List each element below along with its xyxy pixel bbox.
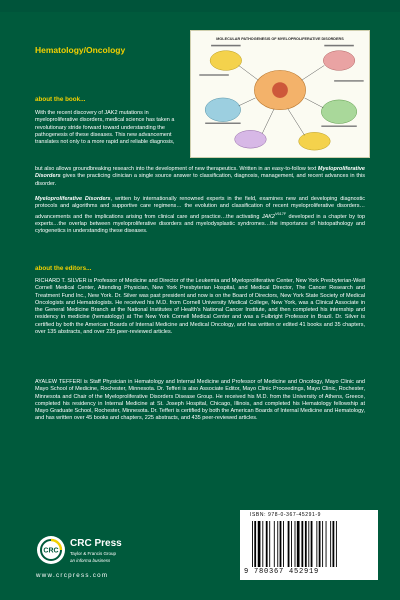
fig-node-1 — [210, 51, 242, 71]
p1-text-a: but also allows groundbreaking research into the development of new therapeutics. Written in an easy-to-follow text — [35, 166, 318, 172]
barcode-digits: 9 780367 452919 — [244, 568, 320, 576]
barcode-bar — [305, 521, 307, 567]
fig-node-4 — [205, 98, 240, 122]
about-editors-heading: about the editors... — [35, 265, 92, 272]
pathogenesis-diagram — [191, 31, 369, 157]
barcode-bar — [258, 521, 261, 567]
gene-name: JAK2 — [261, 213, 275, 220]
barcode-bar — [326, 521, 327, 567]
book-title-2: Myeloproliferative Disorders — [35, 196, 111, 202]
book-title: Myeloproliferative Disorders — [35, 166, 365, 180]
barcode-bar — [308, 521, 309, 567]
barcode-bar — [336, 521, 337, 567]
top-band — [0, 0, 400, 12]
figure-title: MOLECULAR PATHOGENESIS OF MYELOPROLIFERATIVE DISORDERS — [216, 36, 344, 41]
fig-node-7 — [299, 132, 331, 150]
barcode-bar — [269, 521, 270, 567]
barcode-bar — [311, 521, 313, 567]
barcode-bar — [319, 521, 321, 567]
editor-silver-bio: RICHARD T. SILVER is Professor of Medicine and Director of the Leukemia and Myeloproliferative Center, New York Presbyterian-Weill Cornell Medical Center, Attending Physician, New York Presbyterian Hospital, and Medical Director, The Cancer Research and Treatment Fund Inc., New York. Dr. Silver was past president and now is on the Board of Directors, New York State Society of Medical Oncologists and Hematologists. He received his M.D. from Cornell University Medical College, New York, was a Clinical Associate in the General Medicine Branch at the National Institutes of Health's National Cancer Institute, and then completed his internship and residency in medicine (hematology) at The New York Cornell Medical Center and was a Fulbright Professor in Brazil. Dr. Silver is certified by both the American Boards of Internal Medicine and Medical Oncology, and has written or edited 41 books and 35 chapters, over 135 abstracts, and over 235 peer-reviewed articles. — [35, 278, 365, 336]
about-book-paragraph-1 — [35, 166, 365, 188]
barcode-bar — [322, 521, 323, 567]
fig-node-2 — [323, 51, 355, 71]
barcode-bar — [254, 521, 256, 567]
barcode-bar — [333, 521, 335, 567]
p2-text-a: , written by internationally renowned experts in the field, examines new and developing diagnostic protocols and algorithms and supportive care regimens… the evolution and classification of recent myeloproliferative disorders…advancements and the implications arising from clinical care and practice…the activating — [35, 196, 365, 220]
barcode-bar — [316, 521, 317, 567]
barcode-bar — [295, 521, 296, 567]
about-book-heading: about the book... — [35, 96, 86, 103]
editor-tefferi-bio: AYALEW TEFFERI is Staff Physician in Hematology and Internal Medicine and Professor of Medicine and Oncology, Mayo Clinic and Mayo School of Medicine, Rochester, Minnesota. Dr. Tefferi is also Associate Editor, Mayo Clinic Proceedings, Mayo Clinic, Rochester, Minnesota and Chair of the Myeloproliferative Disorders Disease Group. He received his M.D. from the University of Athens, Greece, completed his residency in Internal Medicine at St. Joseph Hospital, Chicago, Illinois, and completed his Hematology fellowship at Mayo Graduate School, Rochester, Minnesota. Dr. Tefferi is certified by both the American Boards of Internal Medicine and Hematology, and has written over 45 books and chapters, 225 abstracts, and 435 peer-reviewed articles. — [35, 379, 365, 422]
fig-cell — [272, 82, 288, 98]
barcode-bar — [283, 521, 284, 567]
barcode-bar — [330, 521, 331, 567]
publisher-group: Taylor & Francis Group — [70, 551, 117, 556]
barcode-bar — [266, 521, 268, 567]
fig-node-6 — [235, 130, 267, 148]
p2-text-b: developed in a chapter by top experts…the overlap between myeloproliferative disorders and myelodysplastic syndromes…the importance of histopathology and cytogenetics in understanding these diseases. — [35, 213, 365, 235]
about-book-paragraph-1-wrap: With the recent discovery of JAK2 mutations in myeloproliferative disorders, medical science has taken a revolutionary stride forward toward understanding the pathogenesis of these diseases. This new advancement translates not only to a more rapid and reliable diagnosis, — [35, 110, 175, 146]
barcode-bar — [301, 521, 303, 567]
fig-node-5 — [321, 100, 356, 124]
publisher-name: CRC Press — [70, 538, 122, 549]
barcode-bar — [288, 521, 290, 567]
crc-logo-icon — [36, 535, 66, 565]
barcode-bar — [280, 521, 282, 567]
gene-mutation: V617F — [274, 211, 287, 216]
category-label: Hematology/Oncology — [35, 45, 126, 55]
pathogenesis-figure — [190, 30, 370, 158]
isbn-label: ISBN: 978-0-367-45291-9 — [250, 512, 322, 518]
barcode-icon — [250, 521, 370, 567]
barcode-bar — [274, 521, 275, 567]
barcode-bar — [252, 521, 253, 567]
p1-text-b: gives the practicing clinician a single source answer to classification, diagnosis, management, and recent advances in this disorder. — [35, 173, 365, 187]
about-book-paragraph-2 — [35, 196, 365, 235]
svg-text:CRC: CRC — [43, 547, 59, 555]
barcode-bar — [291, 521, 292, 567]
barcode-bar — [262, 521, 263, 567]
publisher-tagline: an informa business — [70, 558, 111, 563]
barcode-bar — [297, 521, 300, 567]
publisher-url[interactable]: www.crcpress.com — [36, 572, 109, 579]
barcode-bar — [277, 521, 278, 567]
